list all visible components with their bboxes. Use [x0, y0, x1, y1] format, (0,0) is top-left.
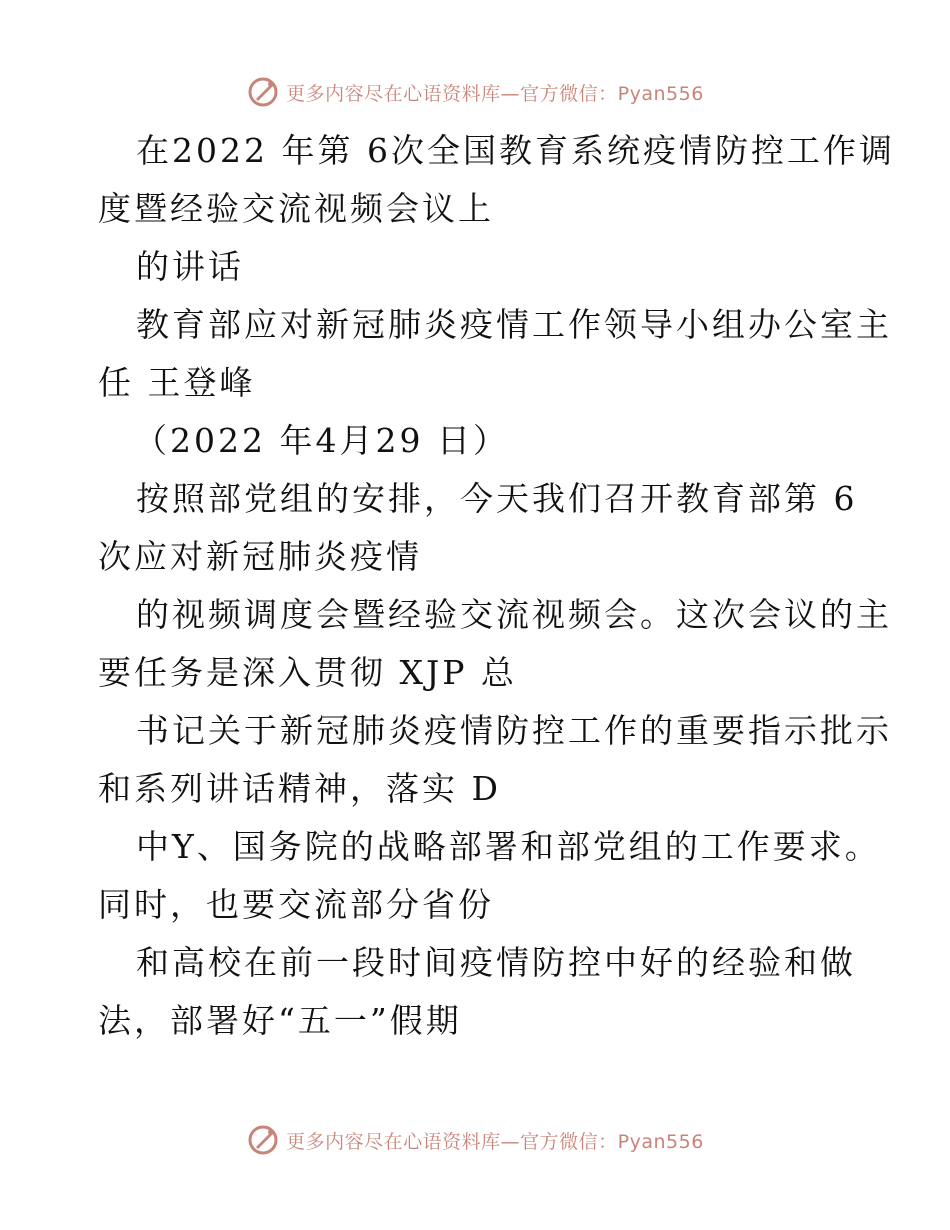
- document-body: [98, 122, 895, 1050]
- watermark-text: 更多内容尽在心语资料库—官方微信：Pyan556: [286, 1130, 704, 1153]
- doc-line-para-5: 书记关于新冠肺炎疫情防控工作的重要指示批示: [136, 711, 892, 750]
- doc-line-title-3: 的讲话: [136, 247, 244, 286]
- doc-line-para-8: 同时，也要交流部分省份: [98, 885, 494, 924]
- doc-line-author-1: 教育部应对新冠肺炎疫情工作领导小组办公室主: [136, 305, 892, 344]
- doc-line-para-4: 要任务是深入贯彻 XJP 总: [98, 653, 517, 692]
- footer-watermark: [0, 1120, 950, 1160]
- doc-line-title-1: 在2022 年第 6次全国教育系统疫情防控工作调: [136, 131, 895, 170]
- doc-line-para-10: 法，部署好“五一”假期: [98, 1001, 462, 1040]
- doc-line-para-6: 和系列讲话精神，落实 D: [98, 769, 501, 808]
- watermark-group: [246, 1123, 704, 1157]
- doc-line-para-1: 按照部党组的安排，今天我们召开教育部第 6: [136, 479, 858, 518]
- doc-line-para-2: 次应对新冠肺炎疫情: [98, 537, 422, 576]
- doc-line-title-2: 度暨经验交流视频会议上: [98, 189, 494, 228]
- ink-pen-logo-icon: [246, 75, 280, 109]
- header-watermark: [0, 72, 950, 112]
- watermark-group: [246, 75, 704, 109]
- ink-pen-logo-icon: [246, 1123, 280, 1157]
- doc-line-para-7: 中Y、国务院的战略部署和部党组的工作要求。: [136, 827, 881, 866]
- doc-line-para-3: 的视频调度会暨经验交流视频会。这次会议的主: [136, 595, 892, 634]
- watermark-text: 更多内容尽在心语资料库—官方微信：Pyan556: [286, 82, 704, 105]
- doc-line-date: （2022 年4月29 日）: [134, 421, 509, 460]
- doc-line-author-2: 任 王登峰: [98, 363, 256, 402]
- doc-line-para-9: 和高校在前一段时间疫情防控中好的经验和做: [136, 943, 856, 982]
